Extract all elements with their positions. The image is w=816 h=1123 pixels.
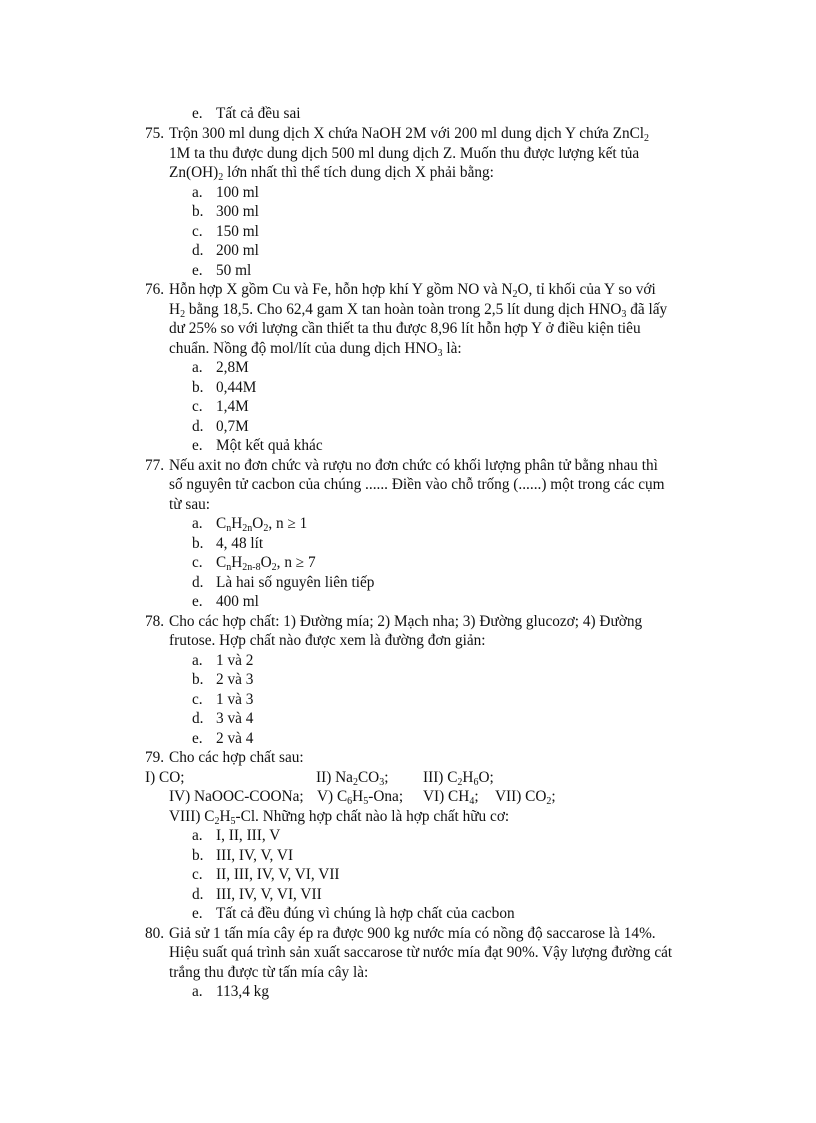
- q79-compound-iv: IV) NaOOC-COONa;: [169, 788, 304, 805]
- q76-line-3: dư 25% so với lượng cần thiết ta thu được 8,96 lít hỗn hợp Y ở điều kiện tiêu: [169, 320, 641, 337]
- q79-option-d: d. III, IV, V, VI, VII: [192, 886, 322, 903]
- q80-line-3: trắng thu được từ tấn mía cây là:: [169, 964, 369, 981]
- q76-option-b: b. 0,44M: [192, 379, 257, 396]
- q79-compound-i: I) CO;: [145, 769, 185, 786]
- q75-option-d: d. 200 ml: [192, 242, 259, 259]
- q79-option-e: e. Tất cả đều đúng vì chúng là hợp chất của cacbon: [192, 905, 515, 922]
- q75-option-c: c. 150 ml: [192, 223, 259, 240]
- q75-line-1: 75. Trộn 300 ml dung dịch X chứa NaOH 2M với 200 ml dung dịch Y chứa ZnCl$_2$: [145, 125, 650, 144]
- q77-option-c: c. $C_nH_{2n-8}O_2$, n ≥ 7: [192, 554, 316, 573]
- q78-option-e: e. 2 và 4: [192, 730, 254, 747]
- q80-line-1: 80. Giả sử 1 tấn mía cây ép ra được 900 kg nước mía có nồng độ saccarose là 14%.: [145, 925, 656, 942]
- q74-option-e: e. Tất cả đều sai: [192, 105, 301, 122]
- q77-line-2: số nguyên tử cacbon của chúng ...... Điền vào chỗ trống (......) một trong các cụm: [169, 476, 665, 493]
- q78-option-b: b. 2 và 3: [192, 671, 254, 688]
- q79-compound-vii: VII) $CO_2$;: [495, 788, 556, 807]
- q79-compound-iii: III) $C_2H_6O$;: [423, 769, 494, 788]
- q75-option-e: e. 50 ml: [192, 262, 252, 279]
- q79-option-a: a. I, II, III, V: [192, 827, 281, 844]
- q78-option-d: d. 3 và 4: [192, 710, 254, 727]
- q76-option-d: d. 0,7M: [192, 418, 249, 435]
- q76-line-4: chuẩn. Nồng độ mol/lít của dung dịch $HNO_3$ là:: [169, 340, 462, 359]
- q80-line-2: Hiệu suất quá trình sản xuất saccarose từ nước mía đạt 90%. Vậy lượng đường cát: [169, 944, 673, 961]
- q79-option-b: b. III, IV, V, VI: [192, 847, 294, 864]
- q75-line-3: $Zn(OH)_2$ lớn nhất thì thể tích dung dịch X phải bằng:: [169, 164, 494, 183]
- q79-compound-ii: II) $Na_2CO_3$;: [316, 769, 389, 788]
- q79-compound-v: V) $C_6H_5$-Ona;: [317, 788, 404, 807]
- q76-option-c: c. 1,4M: [192, 398, 249, 415]
- q77-option-d: d. Là hai số nguyên liên tiếp: [192, 574, 375, 591]
- q75-option-b: b. 300 ml: [192, 203, 259, 220]
- q76-option-a: a. 2,8M: [192, 359, 249, 376]
- q77-line-1: 77. Nếu axit no đơn chức và rượu no đơn chức có khối lượng phân tử bằng nhau thì: [145, 457, 658, 474]
- q79-compound-viii: VIII) $C_2H_5-Cl$. Những hợp chất nào là hợp chất hữu cơ:: [169, 808, 510, 827]
- q78-line-1: 78. Cho các hợp chất: 1) Đường mía; 2) Mạch nha; 3) Đường glucozơ; 4) Đường: [145, 613, 643, 630]
- q77-option-a: a. $C_nH_{2n}O_2$, n ≥ 1: [192, 515, 308, 534]
- q77-option-b: b. 4, 48 lít: [192, 535, 264, 552]
- q77-option-e: e. 400 ml: [192, 593, 259, 610]
- q79-compound-vi: VI) $CH_4$;: [423, 788, 479, 807]
- q76-line-1: 76. Hỗn hợp X gồm Cu và Fe, hỗn hợp khí Y gồm NO và $N_2O$, tỉ khối của Y so với: [145, 281, 656, 300]
- q76-option-e: e. Một kết quả khác: [192, 437, 323, 454]
- q77-line-3: từ sau:: [169, 496, 211, 513]
- q78-option-a: a. 1 và 2: [192, 652, 254, 669]
- q78-option-c: c. 1 và 3: [192, 691, 254, 708]
- q75-option-a: a. 100 ml: [192, 184, 259, 201]
- q79-line-1: 79. Cho các hợp chất sau:: [145, 749, 304, 766]
- q78-line-2: frutose. Hợp chất nào được xem là đường đơn giản:: [169, 632, 486, 649]
- q79-option-c: c. II, III, IV, V, VI, VII: [192, 866, 340, 883]
- q76-line-2: $H_2$ bằng 18,5. Cho 62,4 gam X tan hoàn toàn trong 2,5 lít dung dịch $HNO_3$ đã lấy: [169, 301, 668, 320]
- q80-option-a: a. 113,4 kg: [192, 983, 269, 1000]
- q75-line-2: 1M ta thu được dung dịch 500 ml dung dịch Z. Muốn thu được lượng kết tủa: [169, 145, 640, 162]
